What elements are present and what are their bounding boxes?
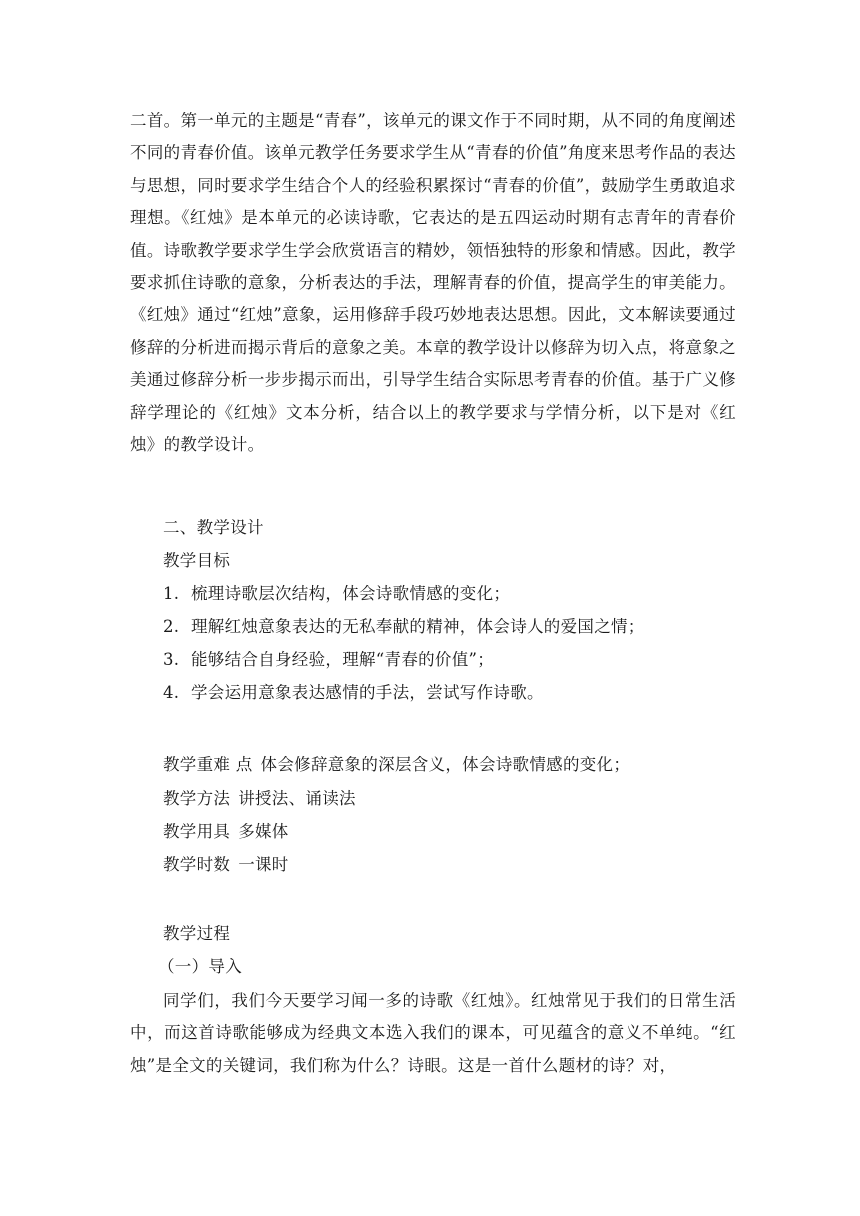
goal-number: 1.: [163, 584, 180, 603]
goal-item-1: [163, 578, 510, 610]
info-row-method: [163, 783, 356, 815]
info-value: 一课时: [238, 855, 289, 874]
goal-number: 3.: [163, 650, 180, 669]
goal-item-3: [163, 644, 494, 676]
info-value: 体会修辞意象的深层含义，体会诗歌情感的变化；: [260, 755, 631, 774]
info-value: 讲授法、诵读法: [238, 789, 356, 808]
info-row-difficulty: [163, 749, 630, 781]
goal-item-4: [163, 677, 544, 709]
lead-paragraph: 同学们，我们今天要学习闻一多的诗歌《红烛》。红烛常见于我们的日常生活中，而这首诗歌能够成为经典文本选入我们的课本，可见蕴含的意义不单纯。“红烛”是全文的关键词，我们称为什么？诗眼。这是一首什么题材的诗？对，: [130, 991, 736, 1075]
sub-heading-intro: （一）导入: [158, 957, 242, 976]
info-label: 教学方法: [163, 789, 231, 808]
goal-number: 2.: [163, 617, 180, 636]
section-heading: 二、教学设计: [163, 518, 264, 537]
goal-text: 学会运用意象表达感情的手法，尝试写作诗歌。: [191, 683, 544, 702]
info-label: 教学时数: [163, 855, 231, 874]
intro-paragraph: 二首。第一单元的主题是“青春”，该单元的课文作于不同时期，从不同的角度阐述不同的青春价值。该单元教学任务要求学生从“青春的价值”角度来思考作品的表达与思想，同时要求学生结合个人的经验积累探讨“青春的价值”，鼓励学生勇敢追求理想。《红烛》是本单元的必读诗歌，它表达的是五四运动时期有志青年的青春价值。诗歌教学要求学生学会欣赏语言的精妙，领悟独特的形象和情感。因此，教学要求抓住诗歌的意象，分析表达的手法，理解青春的价值，提高学生的审美能力。《红烛》通过“红烛”意象，运用修辞手段巧妙地表达思想。因此，文本解读要通过修辞的分析进而揭示背后的意象之美。本章的教学设计以修辞为切入点，将意象之美通过修辞分析一步步揭示而出，引导学生结合实际思考青春的价值。基于广义修辞学理论的《红烛》文本分析，结合以上的教学要求与学情分析，以下是对《红烛》的教学设计。: [130, 111, 736, 455]
info-label: 教学用具: [163, 822, 231, 841]
info-row-hours: [163, 849, 289, 881]
info-label: 教学重难 点: [163, 755, 253, 774]
goal-item-2: [163, 611, 645, 643]
info-value: 多媒体: [238, 822, 289, 841]
goal-number: 4.: [163, 683, 180, 702]
info-row-tools: [163, 816, 289, 848]
goal-text: 理解红烛意象表达的无私奉献的精神，体会诗人的爱国之情；: [191, 617, 645, 636]
goal-text: 能够结合自身经验，理解“青春的价值”；: [191, 650, 495, 669]
process-heading: 教学过程: [163, 924, 231, 943]
goal-text: 梳理诗歌层次结构，体会诗歌情感的变化；: [191, 584, 511, 603]
goals-heading: 教学目标: [163, 551, 231, 570]
